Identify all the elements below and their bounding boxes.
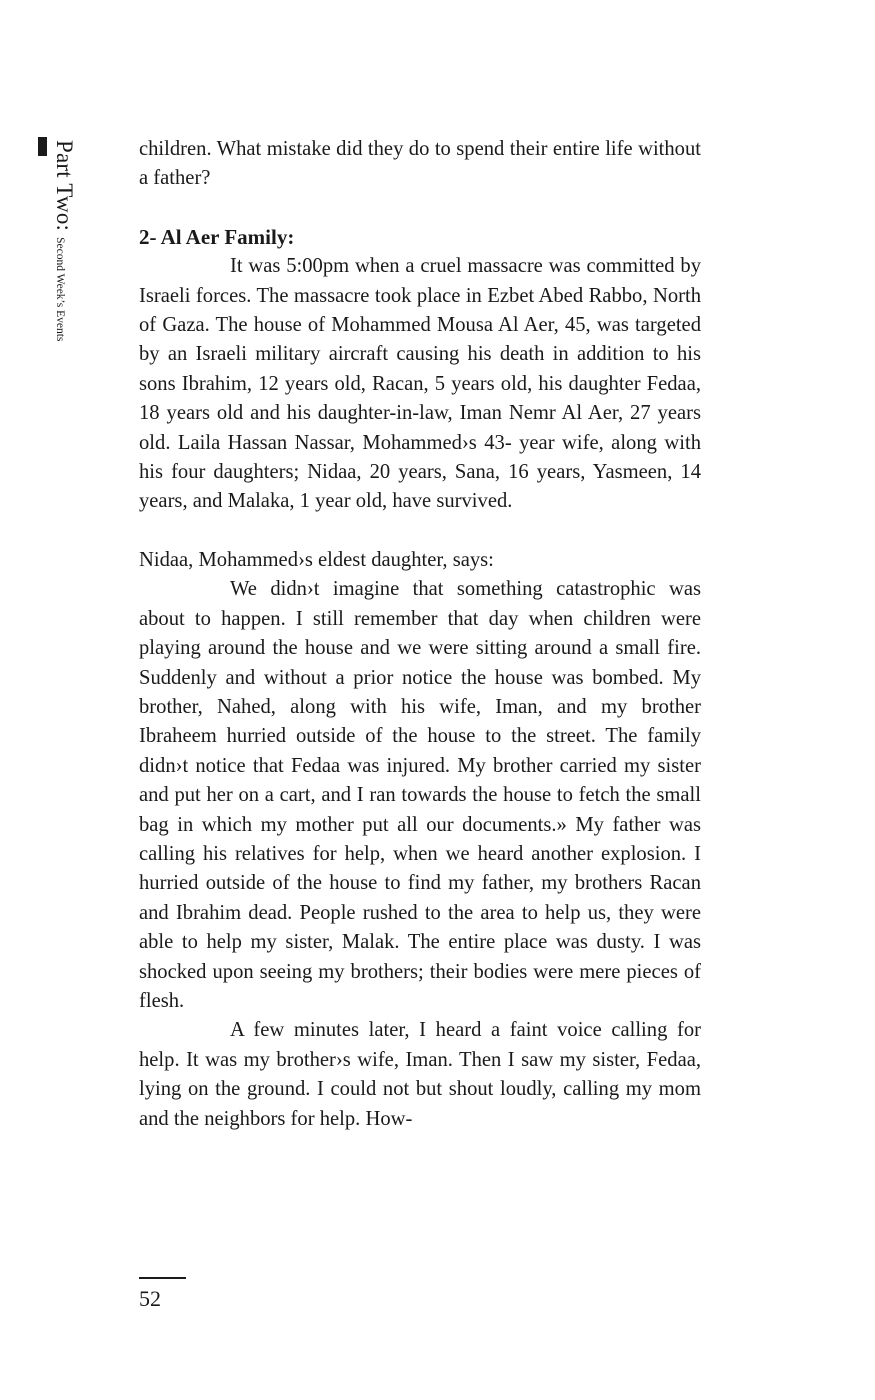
- paragraph-gap: [139, 517, 701, 546]
- footer-rule: [139, 1277, 186, 1279]
- paragraph-testimony-intro: Nidaa, Mohammed›s eldest daughter, says:: [139, 548, 494, 571]
- section-title: Second Week’s Events: [54, 237, 66, 342]
- paragraph-testimony-continued: A few minutes later, I heard a faint voice calling for help. It was my brother›s wife, Iman. Then I saw my sister, Fedaa, lying on the ground. I could not but shout loudly, calling my mom and the neighbors for help. How-: [139, 1019, 701, 1130]
- paragraph-testimony: We didn›t imagine that something catastrophic was about to happen. I still remember that day when children were playing around the house and we were sitting around a small fire. Suddenly and without a prior notice the house was bombed. My brother, Nahed, along with his wife, Iman, and my brother Ibraheem hurried outside of the house to the street. The family didn›t notice that Fedaa was injured. My brother carried my sister and put her on a cart, and I ran towards the house to fetch the small bag in which my mother put all our documents.» My father was calling his relatives for help, when we heard another explosion. I hurried outside of the house to find my father, my brothers Racan and Ibrahim dead. People rushed to the area to help us, they were able to help my sister, Malak. The entire place was dusty. I was shocked upon seeing my brothers; their bodies were mere pieces of flesh.: [139, 578, 701, 1012]
- page-body: [139, 135, 701, 1134]
- part-title: Part Two:: [52, 140, 77, 232]
- page-number: 52: [139, 1286, 161, 1311]
- paragraph-gap: [139, 194, 701, 223]
- paragraph-massacre-account: It was 5:00pm when a cruel massacre was committed by Israeli forces. The massacre took place in Ezbet Abed Rabbo, North of Gaza. The house of Mohammed Mousa Al Aer, 45, was targeted by an Israeli military aircraft causing his death in addition to his sons Ibrahim, 12 years old, Racan, 5 years old, his daughter Fedaa, 18 years old and his daughter-in-law, Iman Nemr Al Aer, 27 years old. Laila Hassan Nassar, Mohammed›s 43- year wife, along with his four daughters; Nidaa, 20 years, Sana, 16 years, Yasmeen, 14 years, and Malaka, 1 year old, have survived.: [139, 255, 701, 513]
- paragraph-continuation: children. What mistake did they do to spend their entire life without a father?: [139, 138, 701, 190]
- section-heading: 2- Al Aer Family:: [139, 224, 295, 249]
- section-marker-bar: [38, 137, 47, 156]
- running-header: [51, 140, 77, 341]
